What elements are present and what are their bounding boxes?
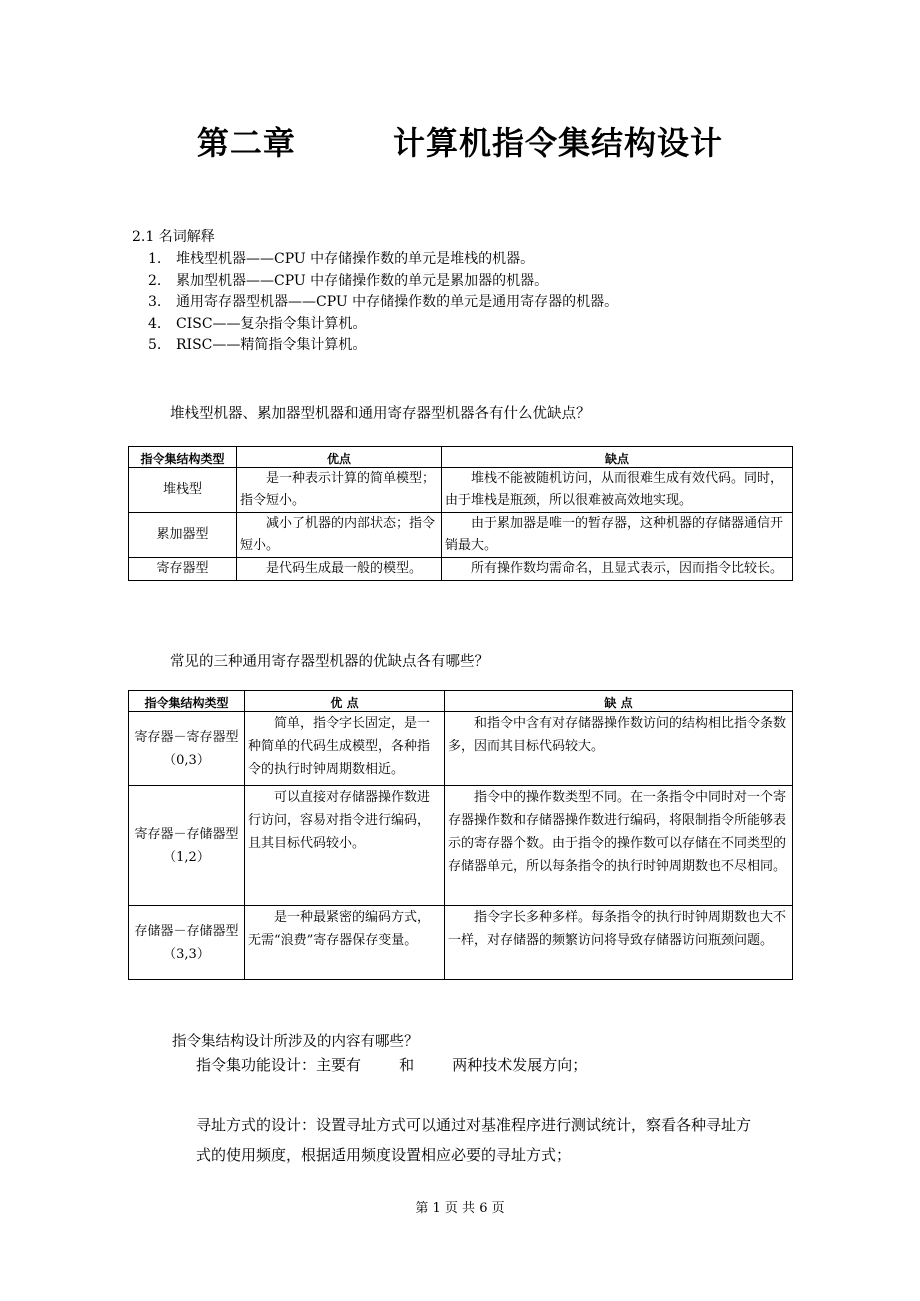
pro-cell: 是一种最紧密的编码方式，无需“浪费”寄存器保存变量。 bbox=[245, 906, 445, 980]
pro-cell: 减小了机器的内部状态；指令短小。 bbox=[237, 513, 442, 558]
pro-cell: 是一种表示计算的简单模型；指令短小。 bbox=[237, 468, 442, 513]
type-cell: 堆栈型 bbox=[129, 468, 237, 513]
table-row bbox=[129, 906, 793, 980]
header-type: 指令集结构类型 bbox=[129, 447, 237, 468]
question-3: 指令集结构设计所涉及的内容有哪些？ bbox=[172, 1034, 419, 1050]
question-1: 堆栈型机器、累加器型机器和通用寄存器型机器各有什么优缺点？ bbox=[170, 406, 591, 422]
header-type: 指令集结构类型 bbox=[129, 691, 245, 712]
type-cell: 累加器型 bbox=[129, 513, 237, 558]
pro-cell: 是代码生成最一般的模型。 bbox=[237, 558, 442, 581]
header-cons: 缺点 bbox=[442, 447, 793, 468]
table-row bbox=[129, 786, 793, 906]
table-header-row bbox=[129, 447, 793, 468]
pro-cell: 简单，指令字长固定，是一种简单的代码生成模型，各种指令的执行时钟周期数相近。 bbox=[245, 712, 445, 786]
comparison-table-2 bbox=[128, 690, 793, 980]
con-cell: 由于累加器是唯一的暂存器，这种机器的存储器通信开销最大。 bbox=[442, 513, 793, 558]
section-heading: 2.1 名词解释 bbox=[132, 229, 215, 245]
chapter-title: 第二章 计算机指令集结构设计 bbox=[196, 124, 724, 162]
question-2: 常见的三种通用寄存器型机器的优缺点各有哪些？ bbox=[170, 654, 489, 670]
con-cell: 堆栈不能被随机访问，从而很难生成有效代码。同时，由于堆栈是瓶颈，所以很难被高效地实现。 bbox=[442, 468, 793, 513]
table-header-row bbox=[129, 691, 793, 712]
definition-item: 2. 累加型机器——CPU 中存储操作数的单元是累加器的机器。 bbox=[148, 273, 549, 289]
type-cell: 寄存器型 bbox=[129, 558, 237, 581]
answer-line: 寻址方式的设计：设置寻址方式可以通过对基准程序进行测试统计，察看各种寻址方 bbox=[196, 1116, 752, 1134]
pro-cell: 可以直接对存储器操作数进行访问，容易对指令进行编码，且其目标代码较小。 bbox=[245, 786, 445, 906]
answer-line: 式的使用频度，根据适用频度设置相应必要的寻址方式； bbox=[196, 1146, 572, 1164]
header-pros: 优 点 bbox=[245, 691, 445, 712]
table-row bbox=[129, 558, 793, 581]
comparison-table-1 bbox=[128, 446, 793, 581]
definition-item: 3. 通用寄存器型机器——CPU 中存储操作数的单元是通用寄存器的机器。 bbox=[148, 294, 619, 310]
definition-item: 5. RISC——精简指令集计算机。 bbox=[148, 337, 367, 353]
header-pros: 优点 bbox=[237, 447, 442, 468]
answer-line: 指令集功能设计：主要有 和 两种技术发展方向； bbox=[196, 1056, 588, 1074]
definition-item: 4. CISC——复杂指令集计算机。 bbox=[148, 316, 367, 332]
table-row bbox=[129, 468, 793, 513]
con-cell: 指令中的操作数类型不同。在一条指令中同时对一个寄存器操作数和存储器操作数进行编码，将限制指令所能够表示的寄存器个数。由于指令的操作数可以存储在不同类型的存储器单元，所以每条指令的执行时钟周期数也不尽相同。 bbox=[445, 786, 793, 906]
con-cell: 和指令中含有对存储器操作数访问的结构相比指令条数多，因而其目标代码较大。 bbox=[445, 712, 793, 786]
con-cell: 所有操作数均需命名，且显式表示，因而指令比较长。 bbox=[442, 558, 793, 581]
type-cell: 存储器－存储器型 （3,3） bbox=[129, 906, 245, 980]
page-footer: 第 1 页 共 6 页 bbox=[415, 1201, 505, 1216]
table-row bbox=[129, 513, 793, 558]
header-cons: 缺 点 bbox=[445, 691, 793, 712]
table-row bbox=[129, 712, 793, 786]
con-cell: 指令字长多种多样。每条指令的执行时钟周期数也大不一样，对存储器的频繁访问将导致存储器访问瓶颈问题。 bbox=[445, 906, 793, 980]
definition-item: 1. 堆栈型机器——CPU 中存储操作数的单元是堆栈的机器。 bbox=[148, 251, 535, 267]
type-cell: 寄存器－寄存器型 （0,3） bbox=[129, 712, 245, 786]
type-cell: 寄存器－存储器型 （1,2） bbox=[129, 786, 245, 906]
